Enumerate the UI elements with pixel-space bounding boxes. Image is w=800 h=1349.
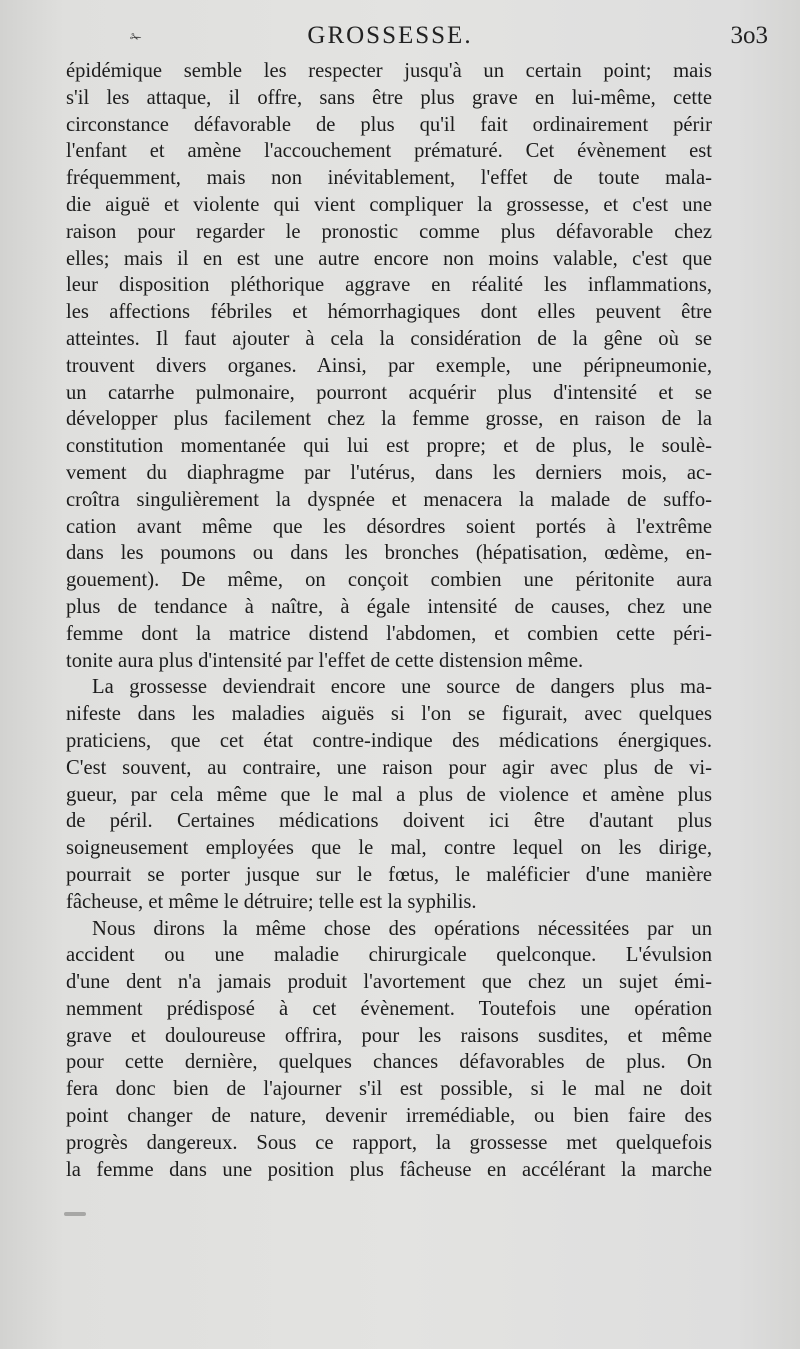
text-line: gouement). De même, on conçoit combien une péritonite aura bbox=[66, 569, 712, 592]
text-line: tonite aura plus d'intensité par l'effet de cette distension même. bbox=[66, 649, 584, 672]
text-line: fréquemment, mais non inévitablement, l'effet de toute mala- bbox=[66, 167, 712, 190]
text-line: accident ou une maladie chirurgicale quelconque. L'évulsion bbox=[66, 944, 712, 967]
text-line: épidémique semble les respecter jusqu'à un certain point; mais bbox=[66, 60, 712, 82]
text-line: constitution momentanée qui lui est propre; et de plus, le soulè- bbox=[66, 435, 712, 458]
running-title: GROSSESSE. bbox=[307, 22, 473, 49]
text-line: plus de tendance à naître, à égale intensité de causes, chez une bbox=[66, 595, 712, 618]
page-header bbox=[60, 22, 768, 58]
text-line: trouvent divers organes. Ainsi, par exemple, une péripneumonie, bbox=[66, 354, 712, 377]
page-number: 3o3 bbox=[730, 22, 768, 49]
ornament-mark: ✁ bbox=[130, 31, 142, 46]
text-line: grave et douloureuse offrira, pour les raisons susdites, et même bbox=[66, 1024, 712, 1047]
text-line: cation avant même que les désordres soient portés à l'extrême bbox=[66, 515, 712, 538]
text-line: pour cette dernière, quelques chances défavorables de plus. On bbox=[66, 1051, 712, 1074]
text-line: croîtra singulièrement la dyspnée et menacera la malade de suffo- bbox=[66, 488, 712, 511]
text-line: La grossesse deviendrait encore une source de dangers plus ma- bbox=[92, 676, 712, 699]
text-line: de péril. Certaines médications doivent ici être d'autant plus bbox=[66, 810, 712, 833]
text-line: circonstance défavorable de plus qu'il fait ordinairement périr bbox=[66, 113, 712, 136]
text-line: la femme dans une position plus fâcheuse en accélérant la marche bbox=[66, 1158, 712, 1181]
text-line: nemment prédisposé à cet évènement. Toutefois une opération bbox=[66, 997, 712, 1020]
text-line: die aiguë et violente qui vient compliquer la grossesse, et c'est une bbox=[66, 193, 712, 216]
text-line: un catarrhe pulmonaire, pourront acquérir plus d'intensité et se bbox=[66, 381, 712, 404]
ink-smudge bbox=[64, 1212, 86, 1216]
text-line: pourrait se porter jusque sur le fœtus, le maléficier d'une manière bbox=[66, 863, 712, 886]
text-line: raison pour regarder le pronostic comme plus défavorable chez bbox=[66, 220, 712, 243]
text-line: soigneusement employées que le mal, contre lequel on les dirige, bbox=[66, 837, 712, 860]
text-line: fâcheuse, et même le détruire; telle est la syphilis. bbox=[66, 890, 477, 913]
text-line: d'une dent n'a jamais produit l'avortement que chez un sujet émi- bbox=[66, 971, 712, 994]
text-line: nifeste dans les maladies aiguës si l'on se figurait, avec quelques bbox=[66, 703, 712, 726]
text-line: l'enfant et amène l'accouchement prématuré. Cet évènement est bbox=[66, 140, 712, 163]
text-line: fera donc bien de l'ajourner s'il est possible, si le mal ne doit bbox=[66, 1078, 712, 1101]
text-line: gueur, par cela même que le mal a plus de violence et amène plus bbox=[66, 783, 712, 806]
text-line: progrès dangereux. Sous ce rapport, la grossesse met quelquefois bbox=[66, 1131, 712, 1154]
text-line: dans les poumons ou dans les bronches (hépatisation, œdème, en- bbox=[66, 542, 712, 565]
text-line: Nous dirons la même chose des opérations nécessitées par un bbox=[92, 917, 712, 940]
text-line: femme dont la matrice distend l'abdomen, et combien cette péri- bbox=[66, 622, 712, 645]
text-line: développer plus facilement chez la femme grosse, en raison de la bbox=[66, 408, 712, 431]
text-line: point changer de nature, devenir irremédiable, ou bien faire des bbox=[66, 1105, 712, 1128]
body-text bbox=[66, 58, 712, 1183]
text-line: praticiens, que cet état contre-indique des médications énergiques. bbox=[66, 729, 712, 752]
text-line: atteintes. Il faut ajouter à cela la considération de la gêne où se bbox=[66, 327, 712, 350]
text-line: les affections fébriles et hémorrhagiques dont elles peuvent être bbox=[66, 301, 712, 324]
text-line: leur disposition pléthorique aggrave en réalité les inflammations, bbox=[66, 274, 712, 297]
text-line: vement du diaphragme par l'utérus, dans les derniers mois, ac- bbox=[66, 461, 712, 484]
text-line: s'il les attaque, il offre, sans être plus grave en lui-même, cette bbox=[66, 86, 712, 109]
text-line: C'est souvent, au contraire, une raison pour agir avec plus de vi- bbox=[66, 756, 712, 779]
text-line: elles; mais il en est une autre encore non moins valable, c'est que bbox=[66, 247, 712, 270]
